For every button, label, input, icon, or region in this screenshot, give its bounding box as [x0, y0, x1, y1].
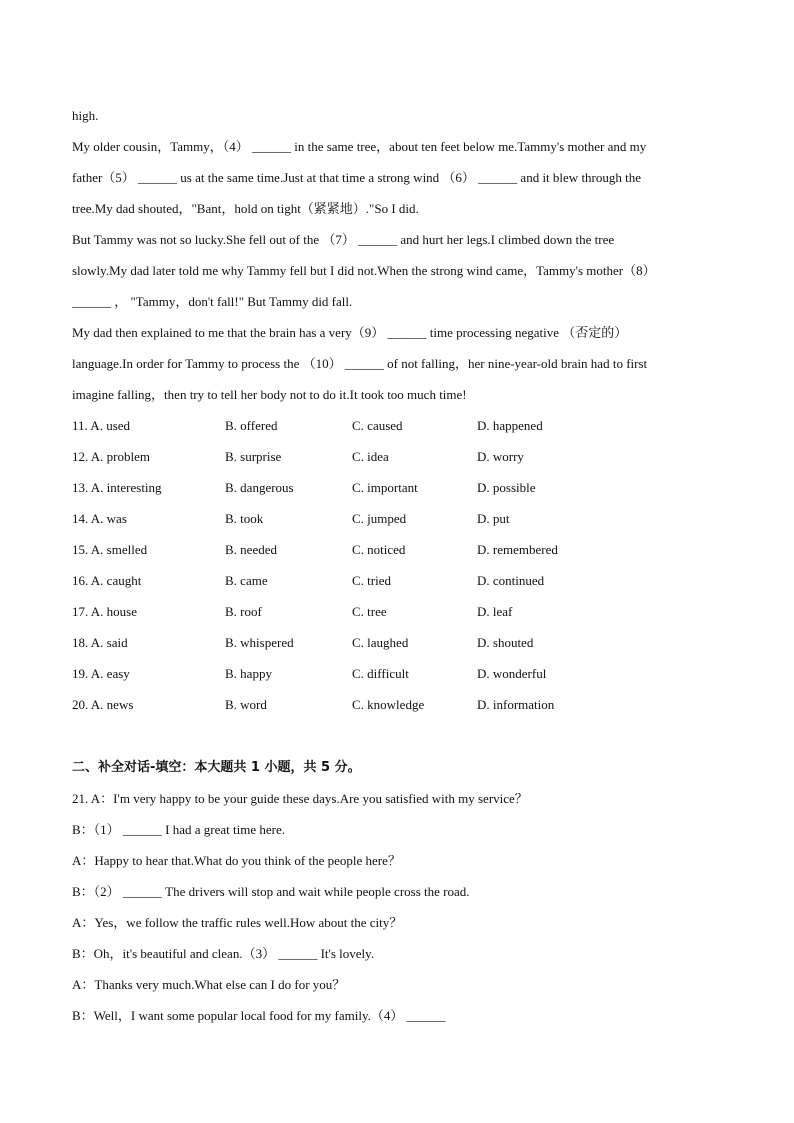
passage-line: language.In order for Tammy to process the （10） ______ of not falling，her nine-year-old brain had to first	[72, 356, 648, 371]
option-row	[72, 565, 722, 596]
option-a: 15. A. smelled	[72, 542, 148, 557]
option-d: D. shouted	[477, 635, 534, 650]
option-d: D. put	[477, 511, 510, 526]
option-d: D. happened	[477, 418, 543, 433]
option-a: 11. A. used	[72, 418, 131, 433]
dialogue-line: B：Well，I want some popular local food for my family.（4） ______	[72, 1008, 446, 1023]
dialogue-line: B：Oh，it's beautiful and clean.（3） ______ It's lovely.	[72, 946, 375, 961]
dialogue-line: B：（2） ______ The drivers will stop and wait while people cross the road.	[72, 884, 470, 899]
reading-passage	[72, 100, 722, 410]
option-row	[72, 596, 722, 627]
option-c: C. idea	[352, 449, 389, 464]
option-a: 17. A. house	[72, 604, 137, 619]
option-b: B. offered	[225, 418, 278, 433]
passage-line: high.	[72, 108, 99, 123]
option-b: B. dangerous	[225, 480, 294, 495]
document-page	[72, 100, 722, 1031]
option-row	[72, 410, 722, 441]
option-c: C. noticed	[352, 542, 406, 557]
option-a: 12. A. problem	[72, 449, 150, 464]
option-b: B. took	[225, 511, 264, 526]
dialogue-line: A：Happy to hear that.What do you think of the people here？	[72, 853, 401, 868]
option-c: C. tree	[352, 604, 387, 619]
option-c: C. laughed	[352, 635, 409, 650]
option-a: 16. A. caught	[72, 573, 142, 588]
option-row	[72, 503, 722, 534]
option-c: C. caused	[352, 418, 403, 433]
option-a: 13. A. interesting	[72, 480, 162, 495]
section-divider	[72, 720, 722, 752]
option-d: D. wonderful	[477, 666, 547, 681]
option-c: C. important	[352, 480, 418, 495]
answer-options	[72, 410, 722, 720]
option-d: D. continued	[477, 573, 545, 588]
option-a: 18. A. said	[72, 635, 128, 650]
dialogue-line: 21. A：I'm very happy to be your guide these days.Are you satisfied with my service？	[72, 791, 528, 806]
option-row	[72, 534, 722, 565]
section-title: 二、补全对话-填空：本大题共 1 小题，共 5 分。	[72, 760, 361, 775]
option-b: B. surprise	[225, 449, 282, 464]
option-row	[72, 689, 722, 720]
option-c: C. tried	[352, 573, 391, 588]
dialogue-section	[72, 752, 722, 1031]
dialogue-line: A：Yes，we follow the traffic rules well.How about the city？	[72, 915, 403, 930]
option-b: B. word	[225, 697, 267, 712]
option-b: B. came	[225, 573, 268, 588]
option-b: B. needed	[225, 542, 277, 557]
passage-line: My dad then explained to me that the brain has a very（9） ______ time processing negative （否定的）	[72, 325, 628, 340]
passage-line: But Tammy was not so lucky.She fell out of the （7） ______ and hurt her legs.I climbed down the tree	[72, 232, 615, 247]
option-b: B. happy	[225, 666, 272, 681]
option-row	[72, 627, 722, 658]
option-a: 14. A. was	[72, 511, 127, 526]
passage-line: ______ ， "Tammy，don't fall!" But Tammy did fall.	[72, 294, 353, 309]
option-a: 19. A. easy	[72, 666, 130, 681]
passage-line: My older cousin，Tammy，（4） ______ in the same tree，about ten feet below me.Tammy's mother and my	[72, 139, 647, 154]
option-d: D. possible	[477, 480, 536, 495]
option-c: C. jumped	[352, 511, 407, 526]
passage-line: imagine falling，then try to tell her body not to do it.It took too much time!	[72, 387, 467, 402]
dialogue-line: A：Thanks very much.What else can I do for you？	[72, 977, 346, 992]
dialogue-line: B：（1） ______ I had a great time here.	[72, 822, 285, 837]
option-row	[72, 441, 722, 472]
option-b: B. whispered	[225, 635, 294, 650]
option-row	[72, 472, 722, 503]
passage-line: slowly.My dad later told me why Tammy fell but I did not.When the strong wind came，Tammy's mother（8）	[72, 263, 656, 278]
option-c: C. knowledge	[352, 697, 425, 712]
option-d: D. remembered	[477, 542, 558, 557]
option-b: B. roof	[225, 604, 262, 619]
option-row	[72, 658, 722, 689]
option-d: D. leaf	[477, 604, 513, 619]
option-d: D. information	[477, 697, 555, 712]
option-a: 20. A. news	[72, 697, 134, 712]
passage-line: father（5） ______ us at the same time.Just at that time a strong wind （6） ______ and it blew through the	[72, 170, 642, 185]
option-d: D. worry	[477, 449, 524, 464]
passage-line: tree.My dad shouted，"Bant，hold on tight（紧紧地）."So I did.	[72, 201, 419, 216]
option-c: C. difficult	[352, 666, 409, 681]
